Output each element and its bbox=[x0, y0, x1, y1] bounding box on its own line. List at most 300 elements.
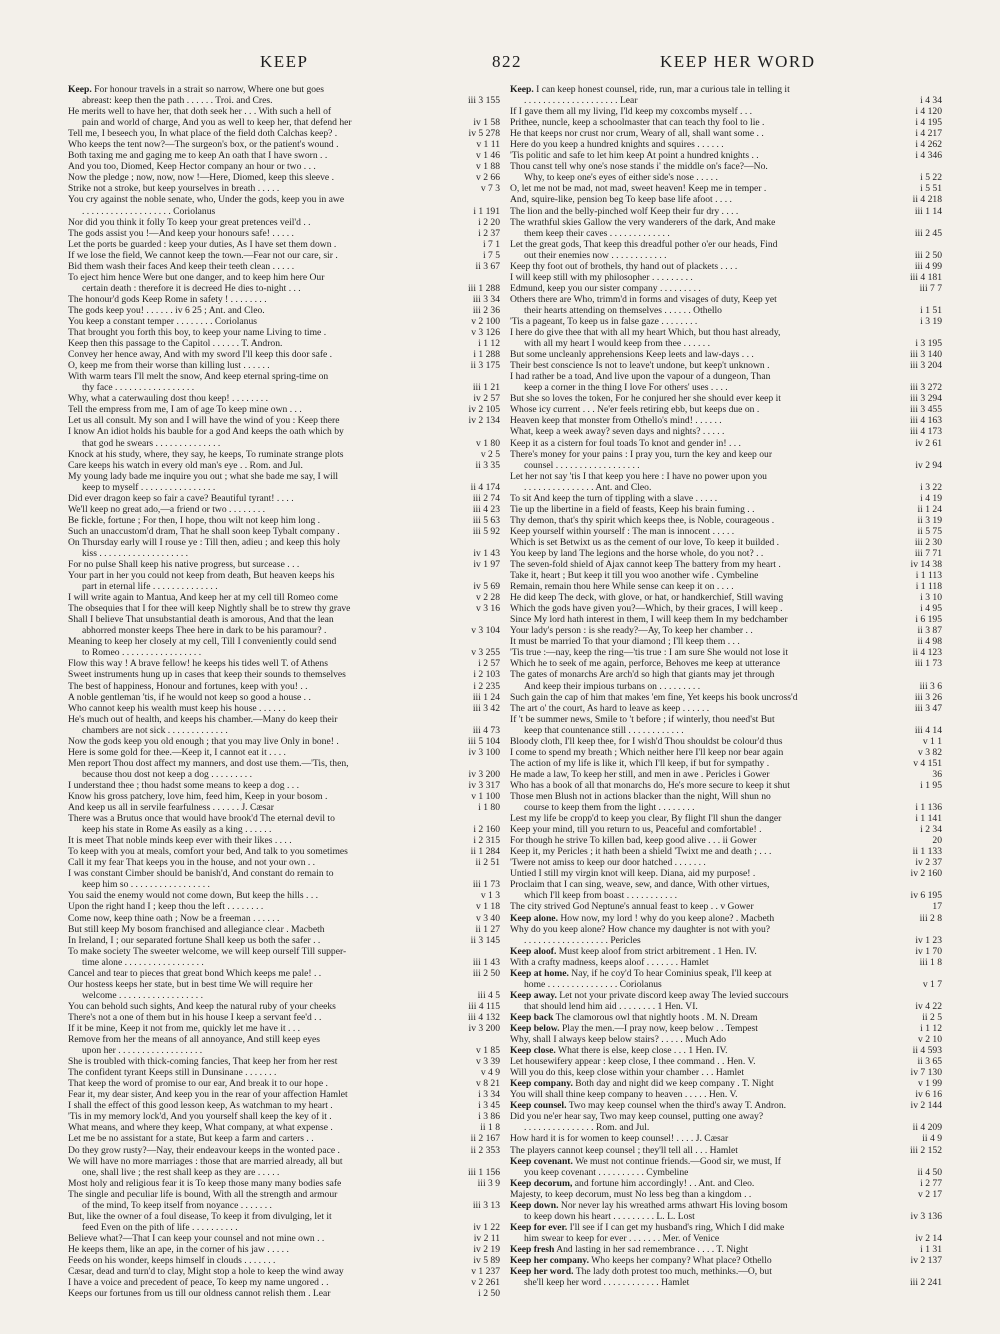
reference: i 3 22 bbox=[917, 482, 942, 493]
concordance-line bbox=[510, 382, 942, 393]
concordance-line bbox=[68, 393, 500, 404]
reference: iii 4 14 bbox=[912, 725, 942, 736]
concordance-line bbox=[68, 747, 500, 758]
line-text: Since My lord hath interest in them, I will keep them In my bedchamber bbox=[510, 614, 788, 626]
line-text: I had rather be a toad, And live upon the vapour of a dungeon, Than bbox=[510, 371, 771, 383]
concordance-line bbox=[68, 1255, 500, 1266]
quotation-text bbox=[82, 206, 215, 217]
quotation-text bbox=[524, 802, 695, 813]
line-text: The best of happiness, Honour and fortunes, keep with you! . . bbox=[68, 680, 308, 692]
concordance-line bbox=[68, 692, 500, 703]
reference: iv 5 69 bbox=[470, 581, 500, 592]
line-text: But still keep My bosom franchised and allegiance clear . Macbeth bbox=[68, 923, 325, 935]
quotation-text bbox=[68, 857, 315, 868]
reference: iv 7 130 bbox=[908, 1067, 942, 1078]
line-text: 'Tis in my memory lock'd, And you yourself shall keep the key of it . bbox=[68, 1111, 332, 1123]
quotation-text bbox=[68, 559, 299, 570]
reference: v 1 46 bbox=[473, 150, 500, 161]
reference: i 5 51 bbox=[917, 183, 942, 194]
concordance-line bbox=[510, 438, 942, 449]
quotation-text bbox=[68, 183, 279, 194]
reference: i 1 118 bbox=[913, 581, 942, 592]
line-text: There's money for your pains : I pray you, turn the key and keep our bbox=[510, 448, 773, 460]
reference: i 1 51 bbox=[917, 305, 942, 316]
reference: iii 4 23 bbox=[470, 504, 500, 515]
concordance-line bbox=[68, 946, 500, 957]
line-text: Keep thy foot out of brothels, thy hand out of plackets . . . . bbox=[510, 260, 738, 272]
line-text: Meaning to keep her closely at my cell, Till I conveniently could send bbox=[68, 636, 337, 648]
reference: iii 3 455 bbox=[907, 404, 942, 415]
reference: iii 3 34 bbox=[470, 294, 500, 305]
quotation-text bbox=[82, 1045, 202, 1056]
concordance-line bbox=[510, 924, 942, 935]
reference: v 2 10 bbox=[915, 1034, 942, 1045]
line-text: The confident tyrant Keeps still in Dunsinane . . . . . . . bbox=[68, 1067, 277, 1079]
reference: iii 3 272 bbox=[907, 382, 942, 393]
concordance-line bbox=[68, 769, 500, 780]
concordance-line bbox=[510, 1255, 942, 1266]
line-text: Let not your private discord keep away The levied succours bbox=[556, 989, 789, 1001]
quotation-text bbox=[68, 1277, 328, 1288]
quotation-text bbox=[68, 1189, 337, 1200]
quotation-text bbox=[82, 95, 273, 106]
line-text: Let the ports be guarded : keep your duties, As I have set them down . bbox=[68, 238, 337, 250]
quotation-text bbox=[68, 493, 294, 504]
line-text: The gods keep you! . . . . . . iv 6 25 ; Ant. and Cleo. bbox=[68, 304, 265, 316]
quotation-text bbox=[68, 172, 334, 183]
line-text: Will you do this, keep close within your chamber . . . Hamlet bbox=[510, 1067, 745, 1079]
line-text: Call it my fear That keeps you in the house, and not your own . . bbox=[68, 857, 316, 869]
line-text: With a crafty madness, keeps aloof . . . . . . . Hamlet bbox=[510, 956, 709, 968]
reference: i 4 346 bbox=[912, 150, 942, 161]
line-text: The action of my life is like it, which I'll keep, if but for sympathy . bbox=[510, 757, 770, 769]
line-text: feed Even on the pith of life . . . . . . . . . . bbox=[82, 1221, 238, 1233]
quotation-text bbox=[68, 681, 308, 692]
concordance-line bbox=[510, 183, 942, 194]
reference: iii 2 50 bbox=[470, 968, 500, 979]
quotation-text bbox=[82, 1222, 238, 1233]
line-text: abreast: keep then the path . . . . . . Troi. and Cres. bbox=[82, 95, 273, 107]
headword: Keep decorum, bbox=[510, 1177, 573, 1189]
quotation-text bbox=[524, 382, 728, 393]
concordance-line bbox=[68, 382, 500, 393]
quotation-text bbox=[68, 924, 325, 935]
line-text: Tell the empress from me, I am of age To keep mine own . . . bbox=[68, 404, 302, 416]
concordance-line bbox=[510, 1067, 942, 1078]
concordance-line bbox=[68, 449, 500, 460]
line-text: He that keeps nor crust nor crum, Weary of all, shall want some . . bbox=[510, 128, 764, 140]
reference: v 1 7 bbox=[920, 979, 942, 990]
concordance-line bbox=[68, 603, 500, 614]
concordance-line bbox=[510, 913, 942, 924]
quotation-text bbox=[510, 769, 770, 780]
concordance-line bbox=[68, 471, 500, 482]
reference: ii 4 98 bbox=[914, 636, 942, 647]
line-text: What, keep a week away? seven days and nights? . . . . . bbox=[510, 426, 725, 438]
reference: ii 3 67 bbox=[472, 261, 500, 272]
line-text: Did you ne'er hear say, Two may keep counsel, putting one away? bbox=[510, 1111, 764, 1123]
quotation-text bbox=[510, 117, 764, 128]
line-text: How now, my lord ! why do you keep alone? . Macbeth bbox=[557, 912, 775, 924]
line-text: Such an unaccustom'd dram, That he shall soon keep Tybalt company . bbox=[68, 525, 340, 537]
reference: ii 2 353 bbox=[468, 1145, 500, 1156]
quotation-text bbox=[510, 316, 697, 327]
line-text: It must be married To that your diamond ; I'll keep them . . . bbox=[510, 636, 740, 648]
quotation-text bbox=[510, 526, 734, 537]
headword: Keep aloof. bbox=[510, 945, 557, 957]
reference: iv 1 23 bbox=[912, 935, 942, 946]
concordance-line bbox=[510, 647, 942, 658]
quotation-text bbox=[82, 1200, 272, 1211]
quotation-text bbox=[510, 813, 781, 824]
reference: ii 3 175 bbox=[468, 360, 500, 371]
concordance-line bbox=[510, 581, 942, 592]
concordance-line bbox=[68, 460, 500, 471]
line-text: If 't be summer news, Smile to 't before ; if winterly, thou need'st But bbox=[510, 713, 775, 725]
quotation-text bbox=[68, 868, 334, 879]
concordance-line bbox=[510, 449, 942, 460]
line-text: But, like the owner of a foul disease, To keep it from divulging, let it bbox=[68, 1210, 332, 1222]
concordance-line bbox=[68, 1034, 500, 1045]
headword: Keep her company. bbox=[510, 1254, 589, 1266]
reference: iii 3 155 bbox=[465, 95, 500, 106]
line-text: course to keep them from the light . . . . . . . . bbox=[524, 802, 695, 814]
reference: i 4 195 bbox=[912, 117, 942, 128]
concordance-line bbox=[510, 316, 942, 327]
quotation-text bbox=[510, 714, 775, 725]
concordance-line bbox=[68, 128, 500, 139]
quotation-text bbox=[510, 217, 775, 228]
line-text: My young lady bade me inquire you out ; what she bade me say, I will bbox=[68, 470, 339, 482]
quotation-text bbox=[510, 349, 754, 360]
concordance-line bbox=[510, 736, 942, 747]
reference: i 2 77 bbox=[917, 1178, 942, 1189]
quotation-text bbox=[68, 1034, 320, 1045]
concordance-line bbox=[510, 868, 942, 879]
reference: i 5 22 bbox=[917, 172, 942, 183]
concordance-line bbox=[68, 1211, 500, 1222]
quotation-text bbox=[68, 1067, 276, 1078]
line-text: You cry against the noble senate, who, Under the gods, keep you in awe bbox=[68, 194, 345, 206]
line-text: counsel . . . . . . . . . . . . . . . . . . bbox=[524, 459, 640, 471]
headword: Keep below. bbox=[510, 1022, 560, 1034]
reference: ii 4 218 bbox=[910, 194, 942, 205]
reference: v 3 39 bbox=[473, 1056, 500, 1067]
concordance-line bbox=[68, 139, 500, 150]
line-text: Play the men.—I pray now, keep below . . Tempest bbox=[559, 1022, 758, 1034]
quotation-text bbox=[510, 1034, 726, 1045]
concordance-line bbox=[68, 283, 500, 294]
line-text: To keep with you at meals, comfort your bed, And talk to you sometimes bbox=[68, 846, 348, 858]
reference: i 3 86 bbox=[475, 1111, 500, 1122]
line-text: The clamorous owl that nightly hoots . M. N. Dream bbox=[553, 1011, 758, 1023]
reference: iii 4 132 bbox=[465, 1012, 500, 1023]
concordance-line bbox=[68, 1100, 500, 1111]
quotation-text bbox=[68, 371, 328, 382]
line-text: Which is set Betwixt us as the cement of our love, To keep it builded . bbox=[510, 536, 780, 548]
line-text: Why do you keep alone? How chance my daughter is not with you? bbox=[510, 923, 771, 935]
quotation-text bbox=[68, 603, 350, 614]
concordance-line bbox=[510, 658, 942, 669]
concordance-line bbox=[510, 758, 942, 769]
concordance-line bbox=[510, 194, 942, 205]
concordance-line bbox=[68, 305, 500, 316]
reference: iv 2 61 bbox=[912, 438, 942, 449]
line-text: Who has a book of all that monarchs do, He's more secure to keep it shut bbox=[510, 779, 790, 791]
quotation-text bbox=[524, 1122, 649, 1133]
quotation-text bbox=[510, 139, 724, 150]
line-text: keep his state in Rome As easily as a king . . . . . . bbox=[82, 824, 272, 836]
quotation-text bbox=[82, 879, 210, 890]
quotation-text bbox=[510, 471, 767, 482]
concordance-line bbox=[510, 305, 942, 316]
reference: iii 4 181 bbox=[907, 272, 942, 283]
line-text: The obsequies that I for thee will keep Nightly shall be to strew thy grave bbox=[68, 603, 351, 615]
quotation-text bbox=[510, 128, 764, 139]
reference: ii 3 35 bbox=[472, 460, 500, 471]
reference: i 1 113 bbox=[913, 570, 942, 581]
quotation-text bbox=[68, 1244, 289, 1255]
reference: i 3 195 bbox=[912, 338, 942, 349]
reference: i 3 45 bbox=[475, 1100, 500, 1111]
reference: ii 3 145 bbox=[468, 935, 500, 946]
running-head-left: KEEP bbox=[260, 52, 309, 71]
reference: iv 2 144 bbox=[908, 1100, 942, 1111]
concordance-line bbox=[510, 1178, 942, 1189]
concordance-line bbox=[68, 813, 500, 824]
quotation-text bbox=[68, 106, 331, 117]
concordance-line bbox=[510, 835, 942, 846]
reference: iv 3 136 bbox=[908, 1211, 942, 1222]
line-text: kiss . . . . . . . . . . . . . . . . . . . bbox=[82, 547, 189, 559]
line-text: abhorred monster keeps Thee here in dark to be his paramour? . bbox=[82, 625, 327, 637]
concordance-line bbox=[68, 979, 500, 990]
reference: iii 1 73 bbox=[470, 879, 500, 890]
concordance-line bbox=[510, 117, 942, 128]
quotation-text bbox=[68, 890, 318, 901]
quotation-text bbox=[68, 327, 326, 338]
concordance-line bbox=[510, 570, 942, 581]
line-text: Care keeps his watch in every old man's eye . . Rom. and Jul. bbox=[68, 459, 303, 471]
quotation-text bbox=[510, 84, 790, 95]
line-text: O, keep me from their worse than killing lust . . . . . . bbox=[68, 360, 270, 372]
concordance-line bbox=[68, 250, 500, 261]
reference: iii 3 26 bbox=[912, 692, 942, 703]
quotation-text bbox=[524, 979, 662, 990]
reference: iii 7 7 bbox=[917, 283, 942, 294]
quotation-text bbox=[524, 460, 640, 471]
concordance-line bbox=[510, 515, 942, 526]
concordance-line bbox=[510, 780, 942, 791]
concordance-line bbox=[68, 625, 500, 636]
quotation-text bbox=[68, 1133, 314, 1144]
line-text: their hearts attending on themselves . . . . . . Othello bbox=[524, 304, 722, 316]
reference: iv 4 22 bbox=[912, 1001, 942, 1012]
line-text: pain and world of charge, And you as well to keep her, that defend her bbox=[82, 117, 352, 129]
concordance-line bbox=[510, 283, 942, 294]
line-text: home . . . . . . . . . . . . . . . Coriolanus bbox=[524, 978, 662, 990]
quotation-text bbox=[68, 338, 282, 349]
line-text: Men report Thou dost affect my manners, and dost use them.—'Tis, then, bbox=[68, 757, 349, 769]
quotation-text bbox=[68, 272, 324, 283]
reference: i 2 57 bbox=[475, 658, 500, 669]
concordance-line bbox=[510, 493, 942, 504]
reference: ii 1 284 bbox=[468, 846, 500, 857]
page-header bbox=[0, 52, 1000, 76]
quotation-text bbox=[510, 780, 790, 791]
quotation-text bbox=[510, 183, 766, 194]
concordance-line bbox=[68, 1233, 500, 1244]
concordance-line bbox=[68, 261, 500, 272]
headword: Keep alone. bbox=[510, 912, 558, 924]
concordance-line bbox=[510, 879, 942, 890]
quotation-text bbox=[82, 725, 228, 736]
quotation-text bbox=[510, 913, 774, 924]
quotation-text bbox=[510, 1266, 772, 1277]
reference: v 4 151 bbox=[910, 758, 942, 769]
line-text: Their best conscience Is not to leave't undone, but keep't unknown . bbox=[510, 360, 770, 372]
reference: v 1 18 bbox=[473, 901, 500, 912]
line-text: because thou dost not keep a dog . . . . . . . . . bbox=[82, 768, 252, 780]
quotation-text bbox=[510, 493, 717, 504]
quotation-text bbox=[510, 1023, 758, 1034]
reference: iv 2 19 bbox=[470, 1244, 500, 1255]
concordance-line bbox=[510, 1078, 942, 1089]
quotation-text bbox=[510, 1200, 788, 1211]
quotation-text bbox=[510, 603, 783, 614]
quotation-text bbox=[68, 935, 320, 946]
line-text: Who cannot keep his wealth must keep his house . . . . . . bbox=[68, 702, 286, 714]
quotation-text bbox=[524, 1167, 688, 1178]
quotation-text bbox=[510, 1222, 784, 1233]
concordance-line bbox=[510, 1266, 942, 1277]
concordance-line bbox=[510, 1156, 942, 1167]
quotation-text bbox=[510, 327, 780, 338]
reference: iv 1 43 bbox=[470, 548, 500, 559]
reference: i 3 10 bbox=[917, 592, 942, 603]
line-text: 'Tis true :—nay, keep the ring—'tis true : I am sure She would not lose it bbox=[510, 647, 788, 659]
reference: v 1 11 bbox=[473, 139, 500, 150]
concordance-line bbox=[510, 857, 942, 868]
concordance-line bbox=[68, 1056, 500, 1067]
reference: 17 bbox=[929, 901, 942, 912]
quotation-text bbox=[510, 360, 770, 371]
quotation-text bbox=[68, 415, 340, 426]
reference: iii 7 71 bbox=[912, 548, 942, 559]
concordance-line bbox=[510, 349, 942, 360]
concordance-line bbox=[510, 217, 942, 228]
concordance-line bbox=[510, 968, 942, 979]
quotation-text bbox=[524, 482, 651, 493]
line-text: Two may keep counsel when the third's away T. Andron. bbox=[566, 1100, 787, 1112]
concordance-line bbox=[68, 658, 500, 669]
line-text: out their enemies now . . . . . . . . . . . . bbox=[524, 249, 667, 261]
reference: iii 1 24 bbox=[470, 692, 500, 703]
reference: v 1 1 bbox=[920, 736, 942, 747]
line-text: Nay, if he coy'd To hear Cominius speak, I'll keep at bbox=[568, 967, 772, 979]
quotation-text bbox=[68, 84, 324, 95]
line-text: The honour'd gods Keep Rome in safety ! . . . . . . . . bbox=[68, 293, 267, 305]
concordance-line bbox=[68, 1244, 500, 1255]
line-text: If I gave them all my living, I'ld keep my coxcombs myself . . . bbox=[510, 106, 753, 118]
concordance-line bbox=[510, 625, 942, 636]
concordance-line bbox=[510, 327, 942, 338]
quotation-text bbox=[68, 846, 348, 857]
line-text: Why, what a caterwauling dost thou keep! . . . . . . . . bbox=[68, 393, 268, 405]
reference: iii 5 92 bbox=[470, 526, 500, 537]
quotation-text bbox=[68, 426, 344, 437]
concordance-line bbox=[510, 250, 942, 261]
line-text: O, let me not be mad, not mad, sweet heaven! Keep me in temper . bbox=[510, 183, 767, 195]
concordance-line bbox=[510, 1122, 942, 1133]
reference: iv 3 100 bbox=[466, 747, 500, 758]
concordance-line bbox=[68, 194, 500, 205]
line-text: certain death : therefore it is decreed He dies to-night . . . bbox=[82, 282, 301, 294]
line-text: The gates of monarchs Are arch'd so high that giants may jet through bbox=[510, 669, 775, 681]
concordance-line bbox=[68, 1001, 500, 1012]
quotation-text bbox=[68, 1266, 344, 1277]
concordance-line bbox=[68, 84, 500, 95]
reference: i 4 34 bbox=[917, 95, 942, 106]
reference: v 2 5 bbox=[478, 449, 500, 460]
concordance-line bbox=[510, 415, 942, 426]
concordance-line bbox=[510, 714, 942, 725]
concordance-line bbox=[68, 835, 500, 846]
concordance-line bbox=[510, 228, 942, 239]
quotation-text bbox=[82, 957, 204, 968]
concordance-line bbox=[68, 537, 500, 548]
reference: ii 1 24 bbox=[914, 504, 942, 515]
reference: ii 5 75 bbox=[914, 526, 942, 537]
headword: Keep covenant. bbox=[510, 1155, 573, 1167]
quotation-text bbox=[510, 559, 781, 570]
quotation-text bbox=[82, 581, 218, 592]
line-text: Tell me, I beseech you, In what place of the field doth Calchas keep? . bbox=[68, 128, 338, 140]
reference: v 1 80 bbox=[473, 438, 500, 449]
line-text: To eject him hence Were but one danger, and to keep him here Our bbox=[68, 271, 325, 283]
line-text: Now the pledge ; now, now, now !—Here, Diomed, keep this sleeve . bbox=[68, 172, 334, 184]
quotation-text bbox=[524, 1233, 719, 1244]
reference: iii 5 104 bbox=[465, 736, 500, 747]
reference: iii 1 8 bbox=[917, 957, 942, 968]
line-text: 'Tis a pageant, To keep us in false gaze . . . . . . . . bbox=[510, 315, 698, 327]
line-text: He did keep The deck, with glove, or hat, or handkerchief, Still waving bbox=[510, 592, 784, 604]
quotation-text bbox=[510, 1100, 786, 1111]
reference: iii 2 241 bbox=[907, 1277, 942, 1288]
quotation-text bbox=[68, 515, 320, 526]
reference: v 3 82 bbox=[915, 747, 942, 758]
quotation-text bbox=[68, 1255, 275, 1266]
concordance-line bbox=[68, 1133, 500, 1144]
quotation-text bbox=[510, 946, 757, 957]
reference: v 1 85 bbox=[473, 1045, 500, 1056]
quotation-text bbox=[68, 239, 336, 250]
quotation-text bbox=[68, 393, 268, 404]
reference: ii 1 27 bbox=[472, 924, 500, 935]
reference: i 1 288 bbox=[470, 349, 500, 360]
line-text: Such gain the cap of him that makes 'em fine, Yet keeps his book uncross'd bbox=[510, 691, 798, 703]
quotation-text bbox=[510, 581, 734, 592]
reference: i 1 95 bbox=[917, 780, 942, 791]
headword: Keep close. bbox=[510, 1045, 556, 1057]
reference: iii 1 156 bbox=[465, 1167, 500, 1178]
line-text: I know An idiot holds his bauble for a god And keeps the oath which by bbox=[68, 426, 344, 438]
line-text: Bid them wash their faces And keep their teeth clean . . . . . bbox=[68, 260, 295, 272]
line-text: Thy demon, that's thy spirit which keeps thee, is Noble, courageous . bbox=[510, 514, 775, 526]
concordance-line bbox=[68, 493, 500, 504]
reference: i 4 262 bbox=[912, 139, 942, 150]
line-text: thy face . . . . . . . . . . . . . . . . . bbox=[82, 382, 195, 394]
